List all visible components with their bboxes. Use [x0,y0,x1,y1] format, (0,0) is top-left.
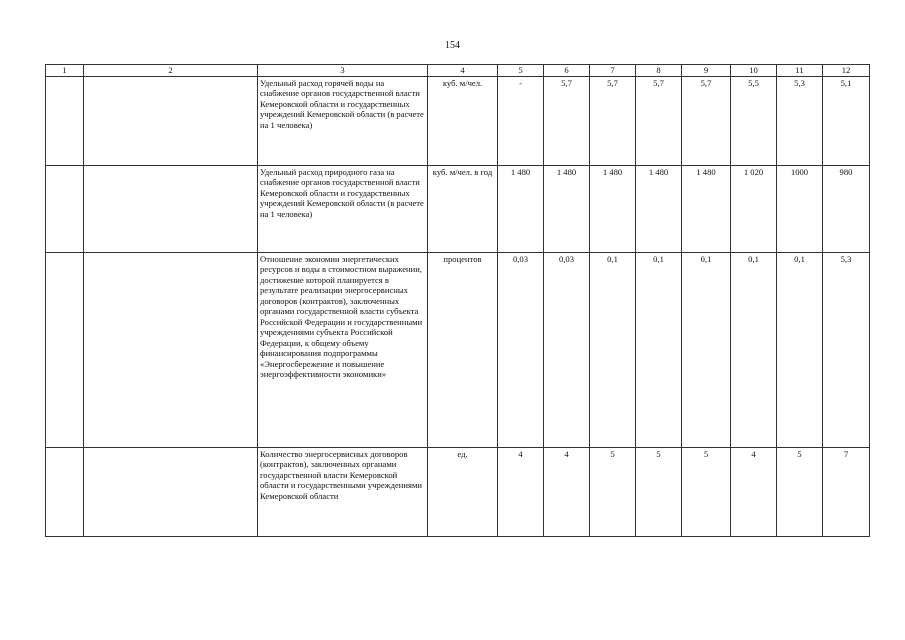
header-cell: 8 [636,65,682,77]
header-cell: 7 [590,65,636,77]
value-cell: 5,7 [544,77,590,166]
value-cell: 5,3 [777,77,823,166]
value-cell: 1 020 [731,166,777,253]
goal-cell [84,77,258,166]
value-cell: 5,3 [823,253,870,448]
value-cell: 980 [823,166,870,253]
goal-cell [84,166,258,253]
value-cell: 5 [636,448,682,537]
table-row [46,253,870,448]
header-cell: 9 [682,65,731,77]
value-cell: 1 480 [590,166,636,253]
value-cell: 1 480 [636,166,682,253]
value-cell: 0,03 [544,253,590,448]
value-cell: 1000 [777,166,823,253]
value-cell: 4 [544,448,590,537]
value-cell: 0,1 [590,253,636,448]
value-cell: 1 480 [544,166,590,253]
indicator-cell: Количество энергосервисных договоров (контрактов), заключенных органами государственной власти Кемеровской области и государственными учреждениями Кемеровской области [258,448,428,537]
row-number-cell [46,77,84,166]
table-row [46,166,870,253]
header-cell: 12 [823,65,870,77]
row-number-cell [46,166,84,253]
unit-cell: ед. [428,448,498,537]
header-row [46,65,870,77]
header-cell: 6 [544,65,590,77]
value-cell: 0,1 [682,253,731,448]
page-number: 154 [445,40,460,51]
indicator-cell: Удельный расход горячей воды на снабжение органов государственной власти Кемеровской области и государственных учреждений Кемеровской области (в расчете на 1 человека) [258,77,428,166]
table-row [46,77,870,166]
value-cell: 7 [823,448,870,537]
value-cell: 0,1 [636,253,682,448]
unit-cell: куб. м/чел. [428,77,498,166]
indicator-cell: Удельный расход природного газа на снабжение органов государственной власти Кемеровской области и государственных учреждений Кемеровской области (в расчете на 1 человека) [258,166,428,253]
value-cell: 4 [498,448,544,537]
unit-cell: процентов [428,253,498,448]
value-cell: 4 [731,448,777,537]
value-cell: 5 [682,448,731,537]
header-cell: 3 [258,65,428,77]
value-cell: 5 [777,448,823,537]
value-cell: - [498,77,544,166]
value-cell: 5,7 [590,77,636,166]
goal-cell [84,448,258,537]
header-cell: 10 [731,65,777,77]
header-cell: 1 [46,65,84,77]
value-cell: 1 480 [498,166,544,253]
header-cell: 2 [84,65,258,77]
goal-cell [84,253,258,448]
unit-cell: куб. м/чел. в год [428,166,498,253]
value-cell: 5,7 [682,77,731,166]
table-row [46,448,870,537]
indicator-cell: Отношение экономии энергетических ресурсов и воды в стоимостном выражении, достижение которой планируется в результате реализации энергосервисных договоров (контрактов), заключенных органами государственной власти субъекта Российской Федерации и государственными учреждениями субъекта Российской Федерации, к общему объему финансирования подпрограммы «Энергосбережение и повышение энергоэффективности экономики» [258,253,428,448]
value-cell: 1 480 [682,166,731,253]
row-number-cell [46,448,84,537]
value-cell: 5,5 [731,77,777,166]
header-cell: 5 [498,65,544,77]
row-number-cell [46,253,84,448]
value-cell: 0,03 [498,253,544,448]
value-cell: 0,1 [731,253,777,448]
value-cell: 5 [590,448,636,537]
value-cell: 5,1 [823,77,870,166]
header-cell: 11 [777,65,823,77]
value-cell: 0,1 [777,253,823,448]
header-cell: 4 [428,65,498,77]
value-cell: 5,7 [636,77,682,166]
indicators-table [45,64,870,537]
